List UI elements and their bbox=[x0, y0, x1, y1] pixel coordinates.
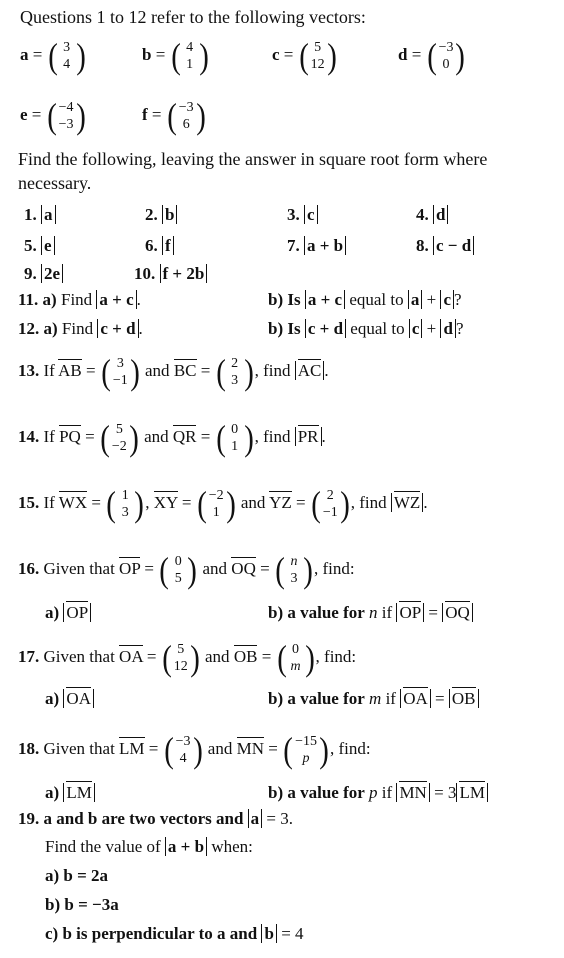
question-18b: b) a value for p if MN = 3 LM bbox=[268, 784, 488, 801]
question-17: 17. Given that OA = ( 5 12 ) and OB = ( 0 m ) , find: bbox=[18, 638, 357, 678]
question-17a: a) OA bbox=[45, 690, 94, 707]
question-15: 15. If WX = ( 1 3 ) , XY = ( −2 1 ) and YZ = ( 2 −1 ) , find WZ . bbox=[18, 484, 428, 524]
instruction-line-1: Find the following, leaving the answer in square root form where bbox=[18, 149, 488, 169]
question-16: 16. Given that OP = ( 0 5 ) and OQ = ( n 3 ) , find: bbox=[18, 550, 355, 590]
question-5: 5. e bbox=[24, 237, 55, 254]
question-8: 8. c − d bbox=[416, 237, 474, 254]
vector-a-definition: a = ( 3 4 ) bbox=[20, 36, 86, 76]
vector-c-definition: c = ( 5 12 ) bbox=[272, 36, 337, 76]
vector-e-definition: e = ( −4 −3 ) bbox=[20, 96, 86, 136]
vector-d-definition: d = ( −3 0 ) bbox=[398, 36, 466, 76]
instruction-line-2: necessary. bbox=[18, 173, 92, 193]
question-18a: a) LM bbox=[45, 784, 95, 801]
question-7: 7. a + b bbox=[287, 237, 346, 254]
question-2: 2. b bbox=[145, 206, 177, 223]
vector-f-definition: f = ( −3 6 ) bbox=[142, 96, 206, 136]
question-3: 3. c bbox=[287, 206, 318, 223]
question-16b: b) a value for n if OP = OQ bbox=[268, 604, 473, 621]
question-18: 18. Given that LM = ( −3 4 ) and MN = ( −15 p ) , find: bbox=[18, 730, 371, 770]
question-19b: b) b = −3a bbox=[45, 895, 119, 914]
question-12a: 12. a) Find c + d . bbox=[18, 319, 143, 338]
vector-b-definition: b = ( 4 1 ) bbox=[142, 36, 209, 76]
question-9: 9. 2e bbox=[24, 265, 63, 282]
intro-text: Questions 1 to 12 refer to the following vectors: bbox=[20, 7, 366, 27]
question-12b: b) Is c + d equal to c + d ? bbox=[268, 319, 464, 338]
question-19: 19. a and b are two vectors and a = 3. bbox=[18, 809, 294, 828]
question-13: 13. If AB = ( 3 −1 ) and BC = ( 2 3 ) , find AC . bbox=[18, 352, 329, 392]
question-19c: c) b is perpendicular to a and b = 4 bbox=[45, 924, 304, 943]
question-11b: b) Is a + c equal to a + c ? bbox=[268, 290, 462, 309]
question-14: 14. If PQ = ( 5 −2 ) and QR = ( 0 1 ) , find PR . bbox=[18, 418, 326, 458]
question-1: 1. a bbox=[24, 206, 56, 223]
question-10: 10. f + 2b bbox=[134, 265, 207, 282]
question-4: 4. d bbox=[416, 206, 448, 223]
question-6: 6. f bbox=[145, 237, 174, 254]
question-17b: b) a value for m if OA = OB bbox=[268, 690, 479, 707]
question-11a: 11. a) Find a + c . bbox=[18, 290, 141, 309]
question-19a: a) b = 2a bbox=[45, 866, 109, 885]
question-19-instruction: Find the value of a + b when: bbox=[45, 837, 253, 856]
question-16a: a) OP bbox=[45, 604, 91, 621]
